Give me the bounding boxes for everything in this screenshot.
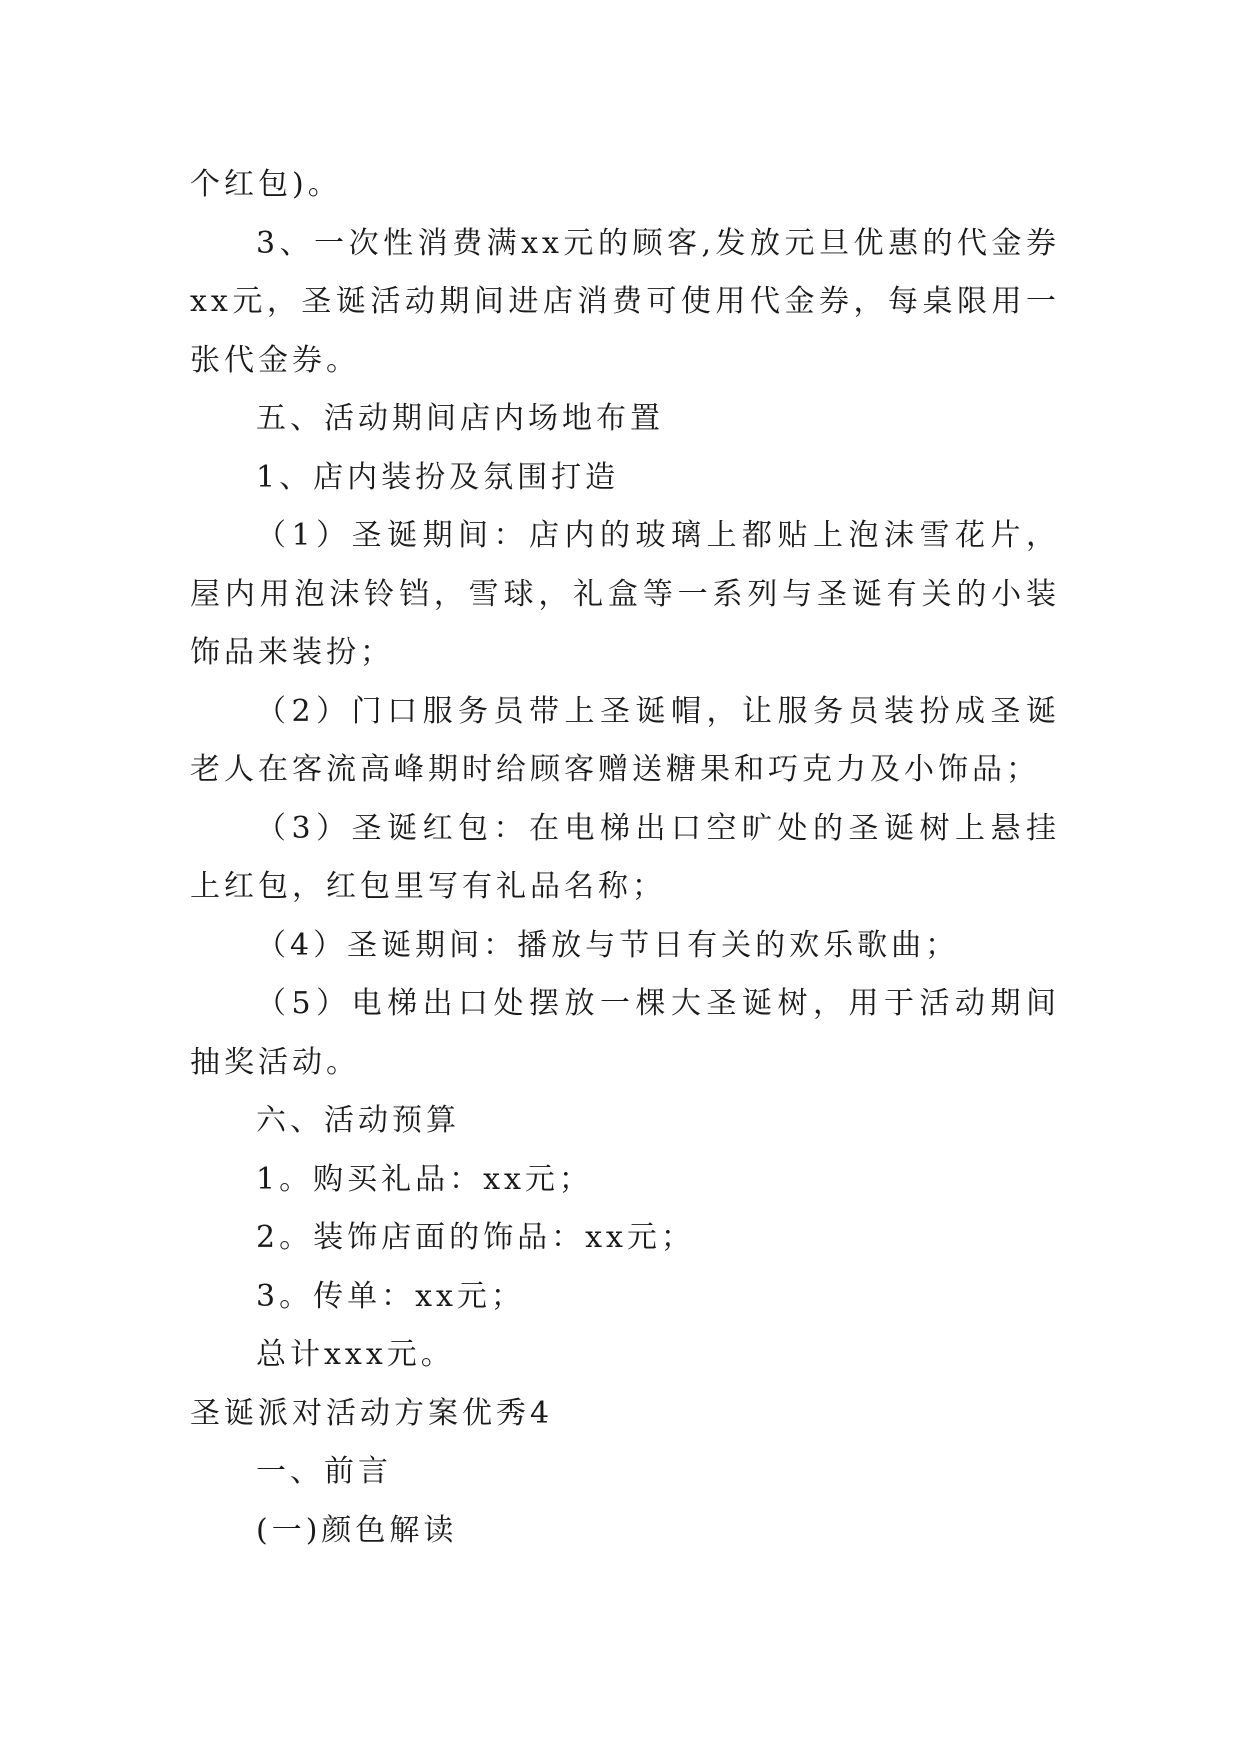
paragraph-red-envelope-end: 个红包)。 [190, 167, 342, 202]
budget-item-decorations: 2。装饰店面的饰品：xx元； [256, 1220, 695, 1255]
paragraph-voucher: 3、一次性消费满xx元的顾客,发放元旦优惠的代金券xx元，圣诞活动期间进店消费可使用代金券，每桌限用一张代金券。 [190, 225, 1060, 378]
paragraph-decor-item-1: （1）圣诞期间：店内的玻璃上都贴上泡沫雪花片，屋内用泡沫铃铛，雪球，礼盒等一系列与圣诞有关的小装饰品来装扮； [190, 518, 1060, 670]
subheading-color-interpretation: (一)颜色解读 [256, 1512, 458, 1548]
paragraph-decor-item-5: （5）电梯出口处摆放一棵大圣诞树，用于活动期间抽奖活动。 [190, 986, 1060, 1080]
subheading-store-decor: 1、店内装扮及氛围打造 [256, 459, 620, 495]
section-heading-budget: 六、活动预算 [256, 1103, 460, 1138]
paragraph-decor-item-4: （4）圣诞期间：播放与节日有关的欢乐歌曲； [256, 927, 960, 963]
paragraph-decor-item-2: （2）门口服务员带上圣诞帽，让服务员装扮成圣诞老人在客流高峰期时给顾客赠送糖果和巧克力及小饰品； [190, 693, 1060, 787]
budget-item-flyers: 3。传单：xx元； [256, 1278, 525, 1314]
document-body [190, 156, 1060, 1560]
section-heading-preface: 一、前言 [256, 1454, 392, 1489]
section-heading-decoration: 五、活动期间店内场地布置 [256, 401, 664, 436]
document-title-plan-4: 圣诞派对活动方案优秀4 [190, 1395, 554, 1431]
budget-total: 总计xxx元。 [256, 1337, 455, 1372]
paragraph-decor-item-3: （3）圣诞红包：在电梯出口空旷处的圣诞树上悬挂上红包，红包里写有礼品名称； [190, 810, 1060, 904]
budget-item-gifts: 1。购买礼品：xx元； [256, 1161, 593, 1197]
